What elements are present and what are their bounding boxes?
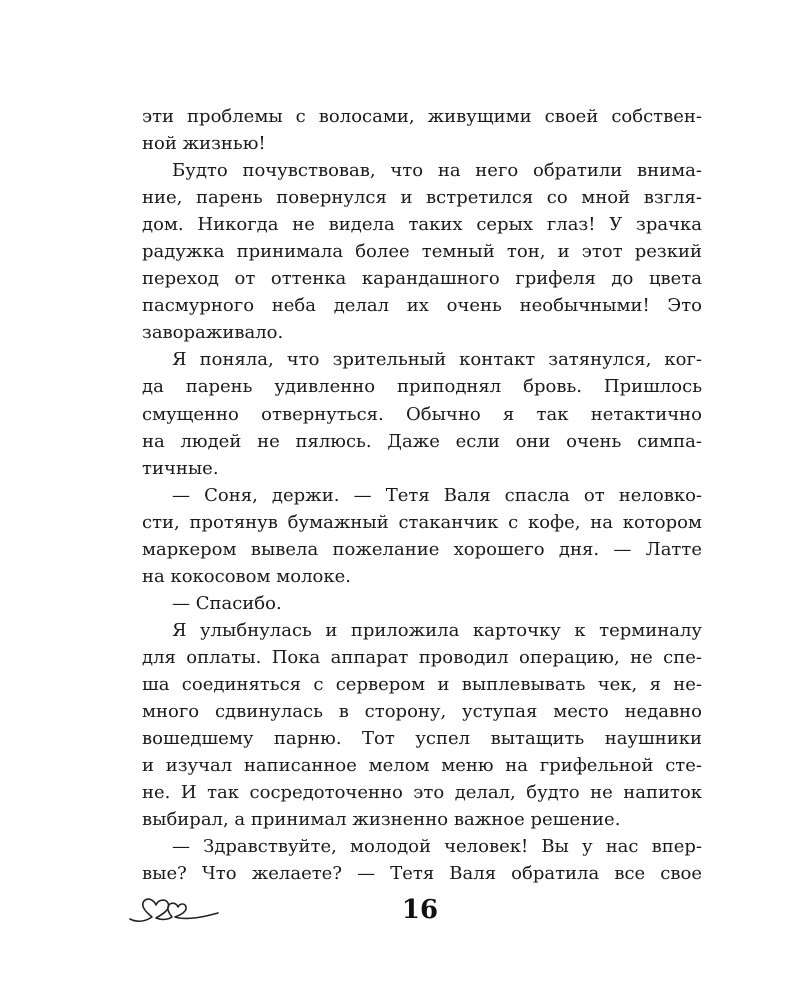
text-line: не. И так сосредоточенно это делал, будто не напиток: [142, 782, 702, 804]
body-text: [142, 103, 702, 887]
text-line: да парень удивленно приподнял бровь. Пришлось: [142, 376, 702, 398]
text-line: вошедшему парню. Тот успел вытащить наушники: [142, 728, 702, 750]
page-number: 16: [401, 895, 439, 925]
text-line: вые? Что желаете? — Тетя Валя обратила все свое: [142, 863, 702, 885]
text-line: переход от оттенка карандашного грифеля до цвета: [142, 268, 702, 290]
text-line: смущенно отвернуться. Обычно я так нетактично: [142, 403, 702, 425]
text-line: и изучал написанное мелом меню на грифельной сте-: [142, 755, 702, 777]
text-line: радужка принимала более темный тон, и этот резкий: [142, 241, 702, 263]
text-line: ной жизнью!: [142, 133, 266, 155]
text-line: тичные.: [142, 457, 219, 479]
text-line: на людей не пялюсь. Даже если они очень симпа-: [142, 430, 702, 452]
text-line: ша соединяться с сервером и выплевывать чек, я не-: [142, 673, 702, 695]
text-line: сти, протянув бумажный стаканчик с кофе, на котором: [142, 511, 702, 533]
text-line: дом. Никогда не видела таких серых глаз! У зрачка: [142, 214, 702, 236]
text-line: для оплаты. Пока аппарат проводил операцию, не спе-: [142, 646, 702, 668]
text-line: эти проблемы с волосами, живущими своей собствен-: [142, 106, 702, 127]
text-line: Будто почувствовав, что на него обратили внима-: [172, 160, 702, 182]
text-line: — Соня, держи. — Тетя Валя спасла от неловко-: [172, 484, 702, 506]
text-line: маркером вывела пожелание хорошего дня. — Латте: [142, 538, 702, 560]
text-line: много сдвинулась в сторону, уступая место недавно: [142, 701, 702, 723]
text-line: — Спасибо.: [172, 592, 282, 614]
text-line: — Здравствуйте, молодой человек! Вы у нас впер-: [172, 836, 702, 858]
text-line: Я поняла, что зрительный контакт затянулся, ког-: [172, 349, 702, 371]
text-line: выбирал, а принимал жизненно важное решение.: [142, 809, 621, 831]
text-line: ние, парень повернулся и встретился со мной взгля-: [142, 187, 702, 209]
text-line: на кокосовом молоке.: [142, 565, 351, 587]
text-line: Я улыбнулась и приложила карточку к терминалу: [172, 619, 702, 641]
text-line: завораживало.: [142, 322, 284, 344]
text-line: пасмурного неба делал их очень необычными! Это: [142, 295, 702, 317]
